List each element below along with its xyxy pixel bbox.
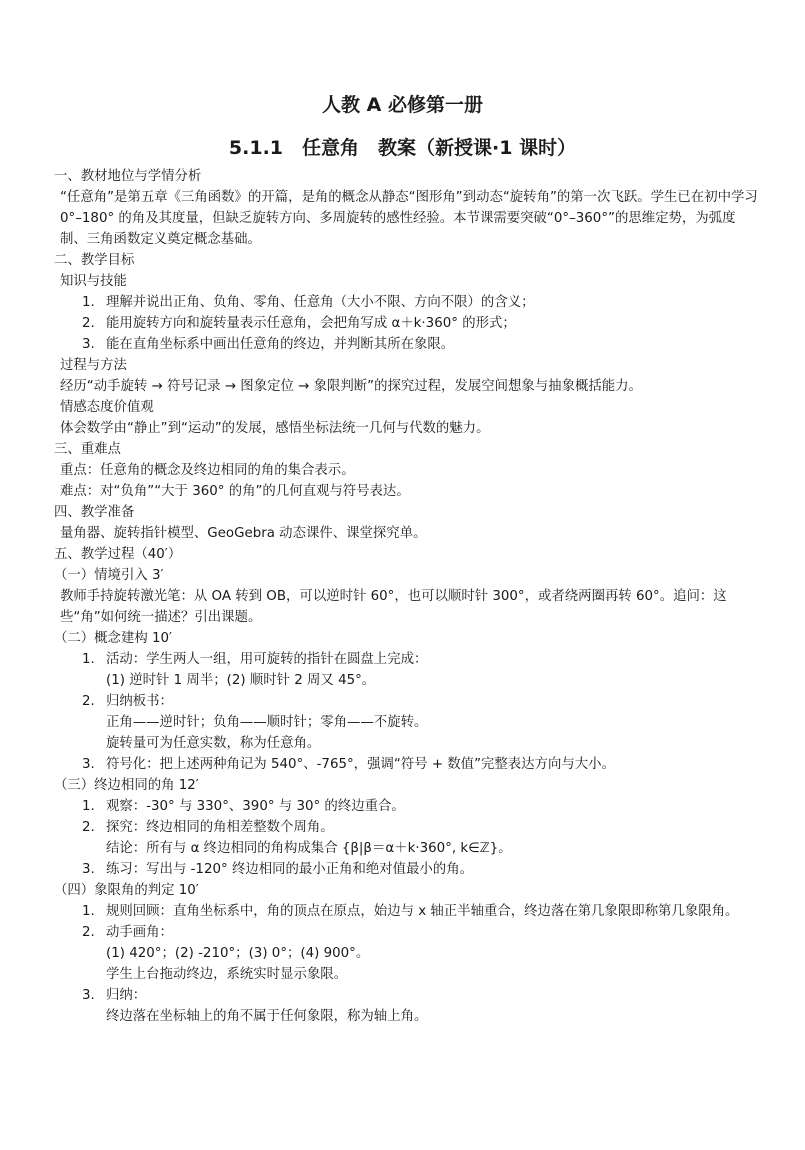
list-item: 1. 规则回顾：直角坐标系中，角的顶点在原点，始边与 x 轴正半轴重合，终边落在第几象限即称第几象限角。: [82, 904, 739, 919]
list-item: 3. 符号化：把上述两种角记为 540°、-765°，强调“符号 + 数值”完整表达方向与大小。: [82, 757, 615, 772]
phase-heading-3: （三）终边相同的角 12′: [54, 778, 199, 793]
list-sub-line: 正角——逆时针；负角——顺时针；零角——不旋转。: [106, 715, 428, 730]
list-item: 3. 练习：写出与 -120° 终边相同的最小正角和绝对值最小的角。: [82, 862, 473, 877]
section-heading-5: 五、教学过程（40′）: [54, 547, 182, 562]
list-item: 1. 观察：-30° 与 330°、390° 与 30° 的终边重合。: [82, 799, 405, 814]
phase-heading-4: （四）象限角的判定 10′: [54, 883, 199, 898]
preparation-text: 量角器、旋转指针模型、GeoGebra 动态课件、课堂探究单。: [60, 526, 427, 541]
list-item: 2. 归纳板书：: [82, 694, 173, 709]
list-sub-line: (1) 逆时针 1 周半；(2) 顺时针 2 周又 45°。: [106, 673, 376, 688]
emotion-values-heading: 情感态度价值观: [60, 400, 154, 415]
section-heading-3: 三、重难点: [54, 442, 121, 457]
emotion-values-text: 体会数学由“静止”到“运动”的发展，感悟坐标法统一几何与代数的魅力。: [60, 421, 490, 436]
list-item: 2. 能用旋转方向和旋转量表示任意角，会把角写成 α＋k·360° 的形式；: [82, 316, 516, 331]
difficult-point-text: 难点：对“负角”“大于 360° 的角”的几何直观与符号表达。: [60, 484, 410, 499]
phase-heading-2: （二）概念建构 10′: [54, 631, 173, 646]
process-methods-text: 经历“动手旋转 → 符号记录 → 图象定位 → 象限判断”的探究过程，发展空间想象与抽象概括能力。: [60, 379, 642, 394]
list-sub-line: 旋转量可为任意实数，称为任意角。: [106, 736, 321, 751]
document-subtitle: 5.1.1 任意角 教案（新授课·1 课时）: [228, 137, 577, 159]
list-sub-line: 终边落在坐标轴上的角不属于任何象限，称为轴上角。: [106, 1009, 428, 1024]
process-methods-heading: 过程与方法: [60, 358, 127, 373]
phase-1-paragraph: 教师手持旋转激光笔：从 OA 转到 OB，可以逆时针 60°，也可以顺时针 300°，或者绕两圈再转 60°。追问：这些“角”如何统一描述？引出课题。: [60, 589, 727, 625]
list-sub-line: 学生上台拖动终边，系统实时显示象限。: [106, 967, 348, 982]
section-heading-4: 四、教学准备: [54, 505, 135, 520]
list-sub-line: 结论：所有与 α 终边相同的角构成集合 {β|β＝α＋k·360°, k∈ℤ}。: [106, 841, 512, 856]
list-item: 1. 活动：学生两人一组，用可旋转的指针在圆盘上完成：: [82, 652, 428, 667]
document-title: 人教 A 必修第一册: [322, 94, 483, 116]
list-item: 2. 探究：终边相同的角相差整数个周角。: [82, 820, 334, 835]
phase-heading-1: （一）情境引入 3′: [54, 568, 164, 583]
list-item: 3. 能在直角坐标系中画出任意角的终边，并判断其所在象限。: [82, 337, 455, 352]
key-point-text: 重点：任意角的概念及终边相同的角的集合表示。: [60, 463, 355, 478]
section-heading-2: 二、教学目标: [54, 253, 135, 268]
list-item: 3. 归纳：: [82, 988, 147, 1003]
list-item: 2. 动手画角：: [82, 925, 173, 940]
list-sub-line: (1) 420°；(2) -210°；(3) 0°；(4) 900°。: [106, 946, 370, 961]
section-1-paragraph: “任意角”是第五章《三角函数》的开篇，是角的概念从静态“图形角”到动态“旋转角”的第一次飞跃。学生已在初中学习 0°–180° 的角及其度量，但缺乏旋转方向、多周旋转的感性经验。本节课需要突破“0°–360°”的思维定势，为弧度制、三角函数定义奠定概念基础。: [60, 190, 758, 247]
knowledge-skills-heading: 知识与技能: [60, 274, 127, 289]
section-heading-1: 一、教材地位与学情分析: [54, 169, 202, 184]
document-body: [54, 166, 760, 1027]
list-item: 1. 理解并说出正角、负角、零角、任意角（大小不限、方向不限）的含义；: [82, 295, 535, 310]
